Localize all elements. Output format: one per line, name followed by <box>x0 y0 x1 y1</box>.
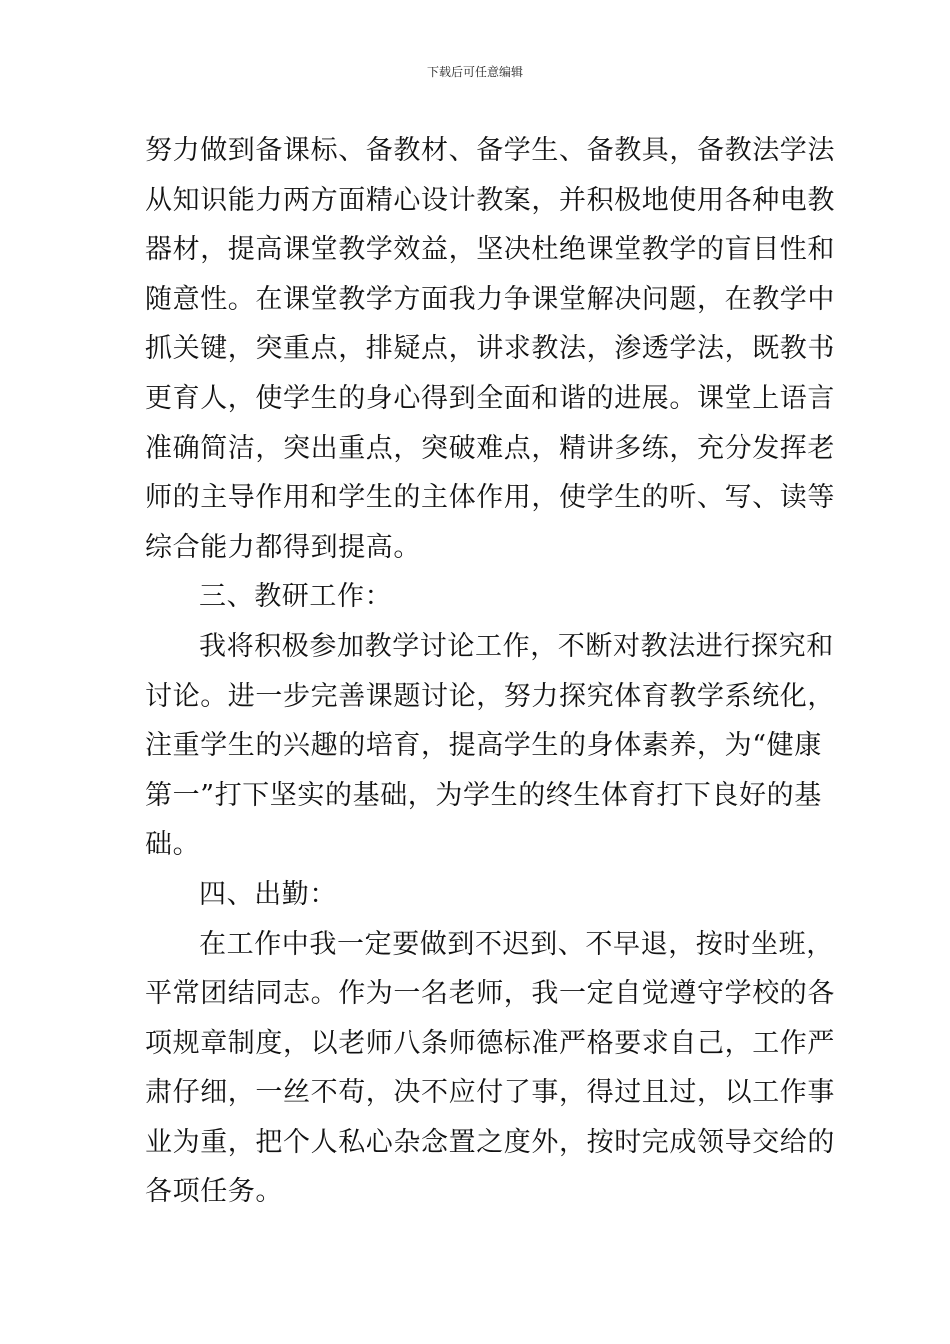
text-line: 础。 <box>145 829 201 861</box>
text-line: 器材，提高课堂教学效益，坚决杜绝课堂教学的盲目性和 <box>145 234 835 266</box>
text-line: 各项任务。 <box>145 1176 283 1208</box>
text-line: 注重学生的兴趣的培育，提高学生的身体素养，为“健康 <box>145 730 822 762</box>
text-line: 肃仔细，一丝不苟，决不应付了事，得过且过，以工作事 <box>145 1077 835 1109</box>
text-line: 随意性。在课堂教学方面我力争课堂解决问题，在教学中 <box>145 283 835 315</box>
text-line: 综合能力都得到提高。 <box>145 531 421 563</box>
text-line: 努力做到备课标、备教材、备学生、备教具，备教法学法 <box>145 135 835 166</box>
text-line: 师的主导作用和学生的主体作用，使学生的听、写、读等 <box>145 482 835 514</box>
text-line: 从知识能力两方面精心设计教案，并积极地使用各种电教 <box>145 184 835 216</box>
text-line: 准确简洁，突出重点，突破难点，精讲多练，充分发挥老 <box>145 432 835 464</box>
text-line: 平常团结同志。作为一名老师，我一定自觉遵守学校的各 <box>145 978 835 1010</box>
text-line: 讨论。进一步完善课题讨论，努力探究体育教学系统化， <box>145 680 835 712</box>
text-line: 更育人，使学生的身心得到全面和谐的进展。课堂上语言 <box>145 382 835 414</box>
text-line: 项规章制度，以老师八条师德标准严格要求自己，工作严 <box>145 1027 835 1059</box>
text-line: 抓关键，突重点，排疑点，讲求教法，渗透学法，既教书 <box>145 333 835 365</box>
text-line: 我将积极参加教学讨论工作，不断对教法进行探究和 <box>199 630 834 662</box>
text-line: 第一”打下坚实的基础，为学生的终生体育打下良好的基 <box>145 779 822 811</box>
section-heading-attendance: 四、出勤： <box>199 878 337 910</box>
section-heading-research: 三、教研工作： <box>199 581 393 613</box>
text-line: 业为重，把个人私心杂念置之度外，按时完成领导交给的 <box>145 1126 835 1158</box>
page-header-note: 下载后可任意编辑 <box>426 65 523 79</box>
document-body <box>145 126 835 1217</box>
text-line: 在工作中我一定要做到不迟到、不早退，按时坐班， <box>199 928 834 960</box>
